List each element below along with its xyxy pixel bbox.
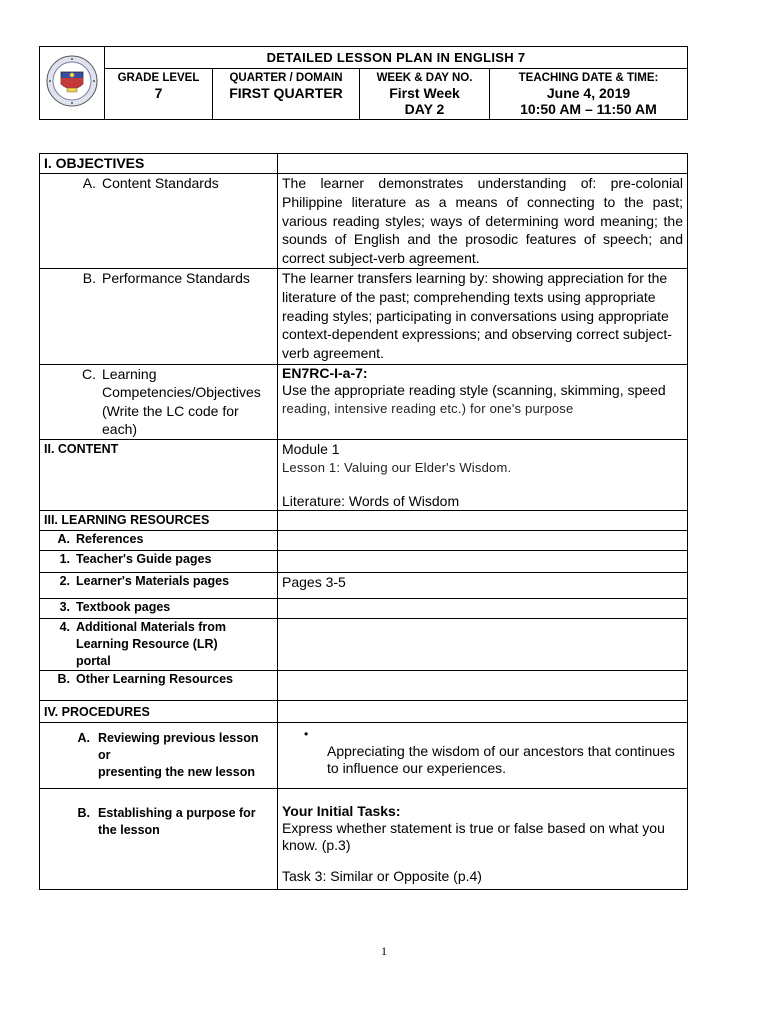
item-number: A. [82,175,96,191]
procedure-b-text-cell [278,789,688,890]
content-standards-text: The learner demonstrates understanding of: pre-colonial Philippine literature as a means of connecting to the past; various reading styles; ways of determining word meaning; the sounds of English and the prosodic features of speech; and correct subject-verb agreement. [278,174,688,269]
lr-value [278,619,688,671]
initial-tasks-title: Your Initial Tasks: [282,803,401,820]
table-row [40,511,688,531]
item-label: References [76,532,144,547]
item-number: A. [57,532,70,547]
procedure-b-label [44,805,273,839]
bullet-icon: • [304,727,309,742]
label-line: Reviewing previous lesson or [98,731,259,763]
content-heading: II. CONTENT [44,441,119,456]
references-empty-cell [278,531,688,551]
procedures-heading-cell [40,701,278,723]
week-day-cell [360,69,490,120]
references-label [44,531,273,548]
lr-label-cell [40,619,278,671]
label-line: (Write the LC code for each) [102,402,239,438]
other-resources-label-cell [40,671,278,701]
tb-label-cell [40,599,278,619]
lesson-text: Lesson 1: Valuing our Elder's Wisdom. [282,459,512,475]
item-number: A. [77,731,90,746]
procedures-heading: IV. PROCEDURES [44,705,150,720]
week-day-label: WEEK & DAY NO. [376,72,473,84]
procedure-a-label-cell [40,723,278,789]
item-label: Textbook pages [76,600,171,615]
item-number: 4. [59,620,70,635]
item-number: B. [82,269,96,286]
teaching-time-value: 10:50 AM – 11:50 AM [520,101,657,117]
item-label: Teacher's Guide pages [76,552,212,567]
quarter-domain-label: QUARTER / DOMAIN [229,72,343,84]
table-row [40,619,688,671]
teaching-date-cell [490,69,688,120]
table-row [40,364,688,439]
item-number: C. [82,365,96,382]
header-table [39,46,688,120]
competencies-text-cell [278,364,688,439]
resources-heading: III. LEARNING RESOURCES [44,513,210,528]
table-row [40,701,688,723]
text-line: context-dependent expressions; and observing correct subject- [282,326,672,343]
content-text-cell [278,439,688,510]
lr-label [44,619,273,670]
label-line: Competencies/Objectives [102,384,261,401]
objectives-heading-cell [40,154,278,174]
content-standards-label-cell [40,174,278,269]
lm-value: Pages 3-5 [278,573,688,599]
table-row [40,154,688,174]
quarter-domain-cell [213,69,360,120]
text-line: verb agreement. [282,345,384,362]
table-row [40,439,688,510]
item-label: Performance Standards [102,269,250,286]
literature-text: Literature: Words of Wisdom [282,492,460,509]
lm-label [44,573,273,590]
table-row [40,723,688,789]
teaching-date-value: June 4, 2019 [546,85,631,101]
quarter-domain-value: FIRST QUARTER [229,85,343,101]
label-line: Learning [102,365,157,382]
other-resources-value [278,671,688,701]
procedure-a-label [44,730,273,781]
text-line: Express whether statement is true or false based on what you [282,820,665,837]
tb-value [278,599,688,619]
text-line: Use the appropriate reading style (scanning, skimming, speed [282,381,666,398]
label-line: the lesson [98,823,160,838]
competencies-label [44,365,273,439]
item-label: Other Learning Resources [76,672,233,687]
label-line: Learning Resource (LR) [76,637,218,652]
text-line: know. (p.3) [282,837,351,854]
table-row [40,671,688,701]
table-row [40,789,688,890]
competencies-label-cell [40,364,278,439]
label-line: Establishing a purpose for [98,806,256,821]
table-row [40,268,688,364]
resources-empty-cell [278,511,688,531]
item-number: 2. [59,574,70,589]
content-heading-cell [40,439,278,510]
lm-label-cell [40,573,278,599]
item-label: Learner's Materials pages [76,574,230,589]
item-number: 1. [59,552,70,567]
performance-standards-label-cell [40,268,278,364]
label-line: presenting the new lesson [98,765,255,780]
text-line: The learner transfers learning by: showing appreciation for the [282,269,668,286]
references-label-cell [40,531,278,551]
table-row [40,599,688,619]
text-line: literature of the past; comprehending texts using appropriate [282,288,656,305]
objectives-heading: I. OBJECTIVES [44,155,145,171]
text-line: Appreciating the wisdom of our ancestors that continues [327,743,675,760]
table-row [40,551,688,573]
deped-seal-logo [40,47,105,120]
table-row [40,573,688,599]
table-row [40,531,688,551]
teaching-date-label: TEACHING DATE & TIME: [518,72,659,84]
other-resources-label [44,671,273,688]
lesson-plan-table [39,153,688,890]
procedures-empty-cell [278,701,688,723]
seal-icon [45,54,99,108]
content-standards-label [44,174,273,193]
resources-heading-cell [40,511,278,531]
module-text: Module 1 [282,440,340,457]
page-number: 1 [381,944,387,958]
text-line: reading, intensive reading etc.) for one's purpose [282,400,574,416]
week-value: First Week [389,85,460,101]
lesson-plan-title: DETAILED LESSON PLAN IN ENGLISH 7 [105,47,688,69]
tg-label-cell [40,551,278,573]
label-line: Additional Materials from [76,620,227,635]
performance-standards-text-cell [278,268,688,364]
item-number: 3. [59,600,70,615]
tg-value [278,551,688,573]
label-line: portal [76,654,111,669]
procedure-a-text-cell [278,723,688,789]
text-line: to influence our experiences. [327,760,506,777]
lc-code: EN7RC-I-a-7: [282,364,368,381]
text-line: reading styles; participating in conversations using appropriate [282,307,669,324]
item-number: B. [77,806,90,821]
item-number: B. [57,672,70,687]
tb-label [44,599,273,616]
performance-standards-label [44,269,273,288]
table-row [40,174,688,269]
item-label: Content Standards [102,175,219,191]
tg-label [44,551,273,568]
procedure-b-label-cell [40,789,278,890]
day-value: DAY 2 [404,101,445,117]
grade-level-value: 7 [154,85,163,101]
task3-text: Task 3: Similar or Opposite (p.4) [282,868,482,885]
grade-level-label: GRADE LEVEL [117,72,200,84]
objectives-empty-cell [278,154,688,174]
grade-level-cell [105,69,213,120]
